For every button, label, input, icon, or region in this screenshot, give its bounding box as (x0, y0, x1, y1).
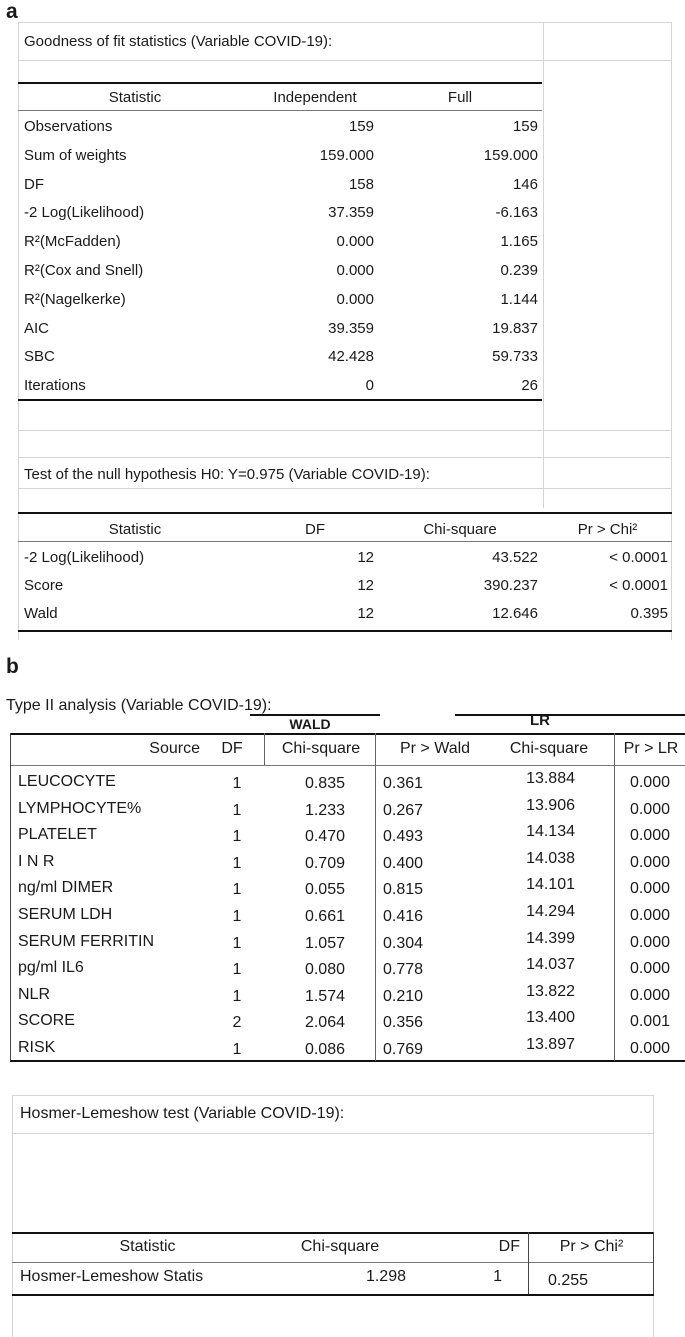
null-statistic: -2 Log(Likelihood) (24, 549, 145, 566)
type2-source: I N R (18, 852, 55, 870)
gof-full: 26 (521, 377, 538, 395)
type2-lr-chi-square: 14.399 (526, 929, 575, 947)
gof-independent: 0.000 (336, 233, 374, 251)
type2-pr-lr: 0.000 (629, 853, 670, 871)
type2-pr-wald: 0.361 (383, 775, 424, 792)
gof-independent: 159.000 (319, 146, 374, 164)
type2-wald-chi-square: 0.055 (304, 881, 345, 899)
gof-independent: 0.000 (336, 290, 374, 308)
type2-source: SERUM LDH (18, 906, 113, 923)
type2-lr-chi-square: 14.134 (526, 823, 575, 841)
type2-wald-chi-square: 0.086 (304, 1041, 345, 1058)
type2-source: pg/ml IL6 (18, 959, 84, 977)
type2-lr-chi-square: 14.037 (526, 956, 575, 974)
type2-source: RISK (18, 1039, 56, 1056)
type2-pr-wald: 0.778 (383, 961, 424, 979)
gof-statistic: AIC (24, 319, 50, 337)
type2-source: SCORE (18, 1012, 75, 1030)
gof-full: 59.733 (492, 348, 538, 366)
gof-header-0: Statistic (108, 89, 162, 106)
type2-df: 1 (232, 881, 242, 899)
gof-independent: 158 (348, 175, 374, 193)
type2-pr-lr: 0.000 (629, 986, 670, 1004)
null-chi-square: 12.646 (492, 605, 538, 622)
type2-df: 1 (232, 1041, 242, 1058)
type2-wald-chi-square: 0.470 (304, 828, 345, 846)
gof-full: 159.000 (483, 146, 538, 164)
gof-statistic: R²(Cox and Snell) (24, 262, 144, 279)
hl-header-3: Pr > Chi² (559, 1238, 624, 1255)
gof-title: Goodness of fit statistics (Variable COVID-19): (24, 33, 333, 50)
type2-df: 1 (232, 987, 242, 1005)
type2-pr-wald: 0.210 (383, 987, 424, 1005)
gof-full: 146 (512, 175, 538, 193)
type2-header-2: Chi-square (281, 740, 361, 757)
type2-wald-chi-square: 0.835 (304, 775, 345, 792)
type2-wald-chi-square: 0.709 (304, 854, 345, 872)
type2-wald-chi-square: 0.080 (304, 961, 345, 979)
gof-independent: 0.000 (336, 262, 374, 279)
wald-group-header: WALD (289, 716, 331, 732)
type2-lr-chi-square: 13.400 (526, 1009, 575, 1027)
type2-pr-wald: 0.769 (383, 1041, 424, 1058)
type2-wald-chi-square: 0.661 (304, 908, 345, 925)
type2-title: Type II analysis (Variable COVID-19): (6, 697, 272, 714)
type2-pr-lr: 0.000 (629, 827, 670, 845)
hosmer-lemeshow-title: Hosmer-Lemeshow test (Variable COVID-19): (20, 1105, 345, 1122)
type2-source: PLATELET (18, 826, 97, 844)
type2-source: LYMPHOCYTE% (18, 799, 142, 817)
gof-statistic: DF (24, 175, 44, 193)
type2-lr-chi-square: 13.884 (526, 770, 575, 787)
panel-b-label: b (6, 655, 19, 678)
type2-source: LEUCOCYTE (18, 773, 116, 790)
gof-full: -6.163 (495, 204, 538, 222)
type2-source: ng/ml DIMER (18, 879, 114, 897)
gof-statistic: -2 Log(Likelihood) (24, 204, 145, 222)
type2-lr-chi-square: 14.101 (526, 876, 575, 894)
type2-pr-lr: 0.000 (629, 800, 670, 818)
null-hypothesis-title: Test of the null hypothesis H0: Y=0.975 (Variable COVID-19): (24, 466, 430, 483)
gof-full: 159 (512, 118, 538, 135)
type2-pr-wald: 0.267 (383, 801, 424, 819)
type2-df: 1 (232, 828, 242, 846)
type2-lr-chi-square: 13.906 (526, 796, 575, 814)
null-header-1: DF (305, 521, 325, 538)
panel-a-label: a (6, 0, 18, 23)
type2-wald-chi-square: 1.057 (304, 934, 345, 952)
type2-pr-lr: 0.000 (629, 933, 670, 951)
type2-pr-wald: 0.400 (383, 854, 424, 872)
gof-independent: 42.428 (328, 348, 374, 366)
null-header-2: Chi-square (423, 521, 497, 538)
gof-statistic: Observations (24, 118, 113, 135)
hl-statistic: Hosmer-Lemeshow Statis (20, 1268, 204, 1285)
gof-statistic: Iterations (24, 377, 86, 395)
null-df: 12 (357, 549, 374, 566)
hl-p-value: 0.255 (547, 1272, 589, 1289)
gof-full: 1.165 (500, 233, 538, 251)
gof-header-2: Full (447, 89, 473, 106)
type2-df: 1 (232, 801, 242, 819)
null-header-3: Pr > Chi² (577, 521, 638, 538)
type2-df: 2 (232, 1014, 242, 1032)
null-chi-square: 43.522 (492, 549, 538, 566)
type2-pr-wald: 0.493 (383, 828, 424, 846)
lr-group-header: LR (530, 712, 550, 729)
type2-wald-chi-square: 1.233 (304, 801, 345, 819)
type2-header-4: Chi-square (509, 740, 589, 757)
type2-pr-lr: 0.000 (629, 880, 670, 898)
null-p-value: < 0.0001 (609, 549, 668, 566)
type2-pr-lr: 0.000 (629, 774, 670, 791)
type2-header-3: Pr > Wald (399, 740, 471, 757)
type2-pr-lr: 0.000 (629, 960, 670, 978)
null-header-0: Statistic (108, 521, 162, 538)
null-p-value: 0.395 (630, 605, 668, 622)
null-df: 12 (357, 605, 374, 622)
type2-wald-chi-square: 1.574 (304, 987, 345, 1005)
hl-header-0: Statistic (119, 1238, 176, 1255)
gof-independent: 159 (348, 118, 374, 135)
type2-header-0: Source (149, 740, 200, 757)
type2-lr-chi-square: 13.822 (526, 982, 575, 1000)
type2-df: 1 (232, 934, 242, 952)
type2-pr-lr: 0.001 (629, 1013, 670, 1031)
hl-header-2: DF (498, 1238, 520, 1255)
null-df: 12 (357, 577, 374, 594)
type2-pr-lr: 0.000 (629, 907, 670, 924)
gof-statistic: R²(McFadden) (24, 233, 121, 251)
type2-lr-chi-square: 14.294 (526, 903, 575, 920)
gof-statistic: R²(Nagelkerke) (24, 290, 126, 308)
gof-full: 1.144 (500, 290, 538, 308)
null-statistic: Wald (24, 605, 58, 622)
type2-df: 1 (232, 961, 242, 979)
gof-independent: 0 (365, 377, 374, 395)
type2-source: NLR (18, 985, 51, 1003)
gof-independent: 39.359 (328, 319, 374, 337)
type2-lr-chi-square: 14.038 (526, 849, 575, 867)
hl-header-1: Chi-square (300, 1238, 380, 1255)
null-statistic: Score (24, 577, 64, 594)
hl-chi-square: 1.298 (365, 1268, 406, 1285)
hl-df: 1 (493, 1268, 502, 1285)
gof-full: 0.239 (500, 262, 538, 279)
gof-full: 19.837 (492, 319, 538, 337)
type2-pr-lr: 0.000 (629, 1040, 670, 1057)
gof-statistic: Sum of weights (24, 146, 127, 164)
type2-df: 1 (232, 854, 242, 872)
type2-pr-wald: 0.815 (383, 881, 424, 899)
gof-independent: 37.359 (328, 204, 374, 222)
gof-statistic: SBC (24, 348, 55, 366)
type2-header-5: Pr > LR (623, 740, 679, 757)
type2-source: SERUM FERRITIN (18, 932, 154, 950)
gof-header-1: Independent (273, 89, 357, 106)
type2-wald-chi-square: 2.064 (304, 1014, 345, 1032)
type2-df: 1 (232, 775, 242, 792)
type2-lr-chi-square: 13.897 (526, 1036, 575, 1053)
type2-df: 1 (232, 908, 242, 925)
type2-pr-wald: 0.356 (383, 1014, 424, 1032)
type2-pr-wald: 0.416 (383, 908, 424, 925)
null-p-value: < 0.0001 (609, 577, 668, 594)
type2-header-1: DF (221, 740, 243, 757)
null-chi-square: 390.237 (483, 577, 538, 594)
type2-pr-wald: 0.304 (383, 934, 424, 952)
